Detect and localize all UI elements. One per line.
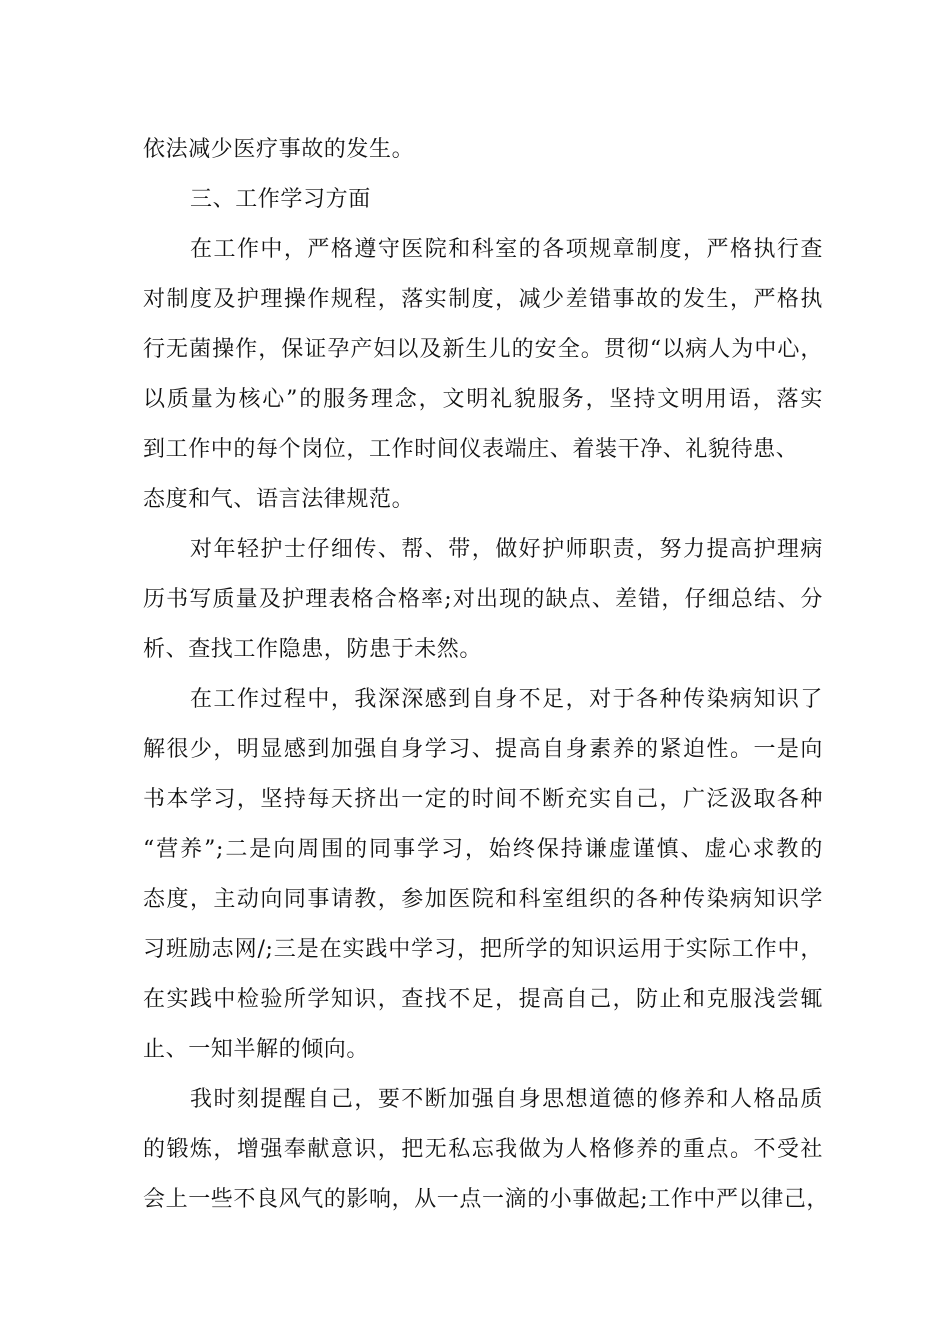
text-line: 以质量为核心”的服务理念，文明礼貌服务，坚持文明用语，落实: [143, 387, 823, 412]
text-line: 我时刻提醒自己，要不断加强自身思想道德的修养和人格品质: [190, 1087, 823, 1112]
text-line: 对制度及护理操作规程，落实制度，减少差错事故的发生，严格执: [143, 287, 823, 312]
text-line: 历书写质量及护理表格合格率;对出现的缺点、差错，仔细总结、分: [143, 587, 823, 612]
text-line: 解很少，明显感到加强自身学习、提高自身素养的紧迫性。一是向: [143, 737, 823, 762]
text-line: 态度，主动向同事请教，参加医院和科室组织的各种传染病知识学: [143, 887, 823, 912]
text-line: 书本学习，坚持每天挤出一定的时间不断充实自己，广泛汲取各种: [143, 787, 823, 812]
text-line: 依法减少医疗事故的发生。: [143, 137, 415, 162]
text-line: 析、查找工作隐患，防患于未然。: [143, 637, 483, 662]
text-line: 在实践中检验所学知识，查找不足，提高自己，防止和克服浅尝辄: [143, 987, 823, 1012]
text-line: “营养”;二是向周围的同事学习，始终保持谦虚谨慎、虚心求教的: [143, 837, 823, 862]
section-heading: 三、工作学习方面: [190, 187, 371, 212]
text-line: 的锻炼，增强奉献意识，把无私忘我做为人格修养的重点。不受社: [143, 1137, 823, 1162]
text-line: 到工作中的每个岗位，工作时间仪表端庄、着装干净、礼貌待患、: [143, 437, 799, 462]
text-line: 止、一知半解的倾向。: [143, 1037, 370, 1062]
text-line: 行无菌操作，保证孕产妇以及新生儿的安全。贯彻“以病人为中心，: [143, 337, 823, 362]
text-line: 在工作中，严格遵守医院和科室的各项规章制度，严格执行查: [190, 237, 823, 262]
text-line: 态度和气、语言法律规范。: [143, 487, 415, 512]
text-line: 在工作过程中，我深深感到自身不足，对于各种传染病知识了: [190, 687, 823, 712]
text-line: 习班励志网/;三是在实践中学习，把所学的知识运用于实际工作中，: [143, 937, 823, 962]
text-line: 会上一些不良风气的影响，从一点一滴的小事做起;工作中严以律己，: [143, 1187, 830, 1212]
text-line: 对年轻护士仔细传、帮、带，做好护师职责，努力提高护理病: [190, 537, 823, 562]
